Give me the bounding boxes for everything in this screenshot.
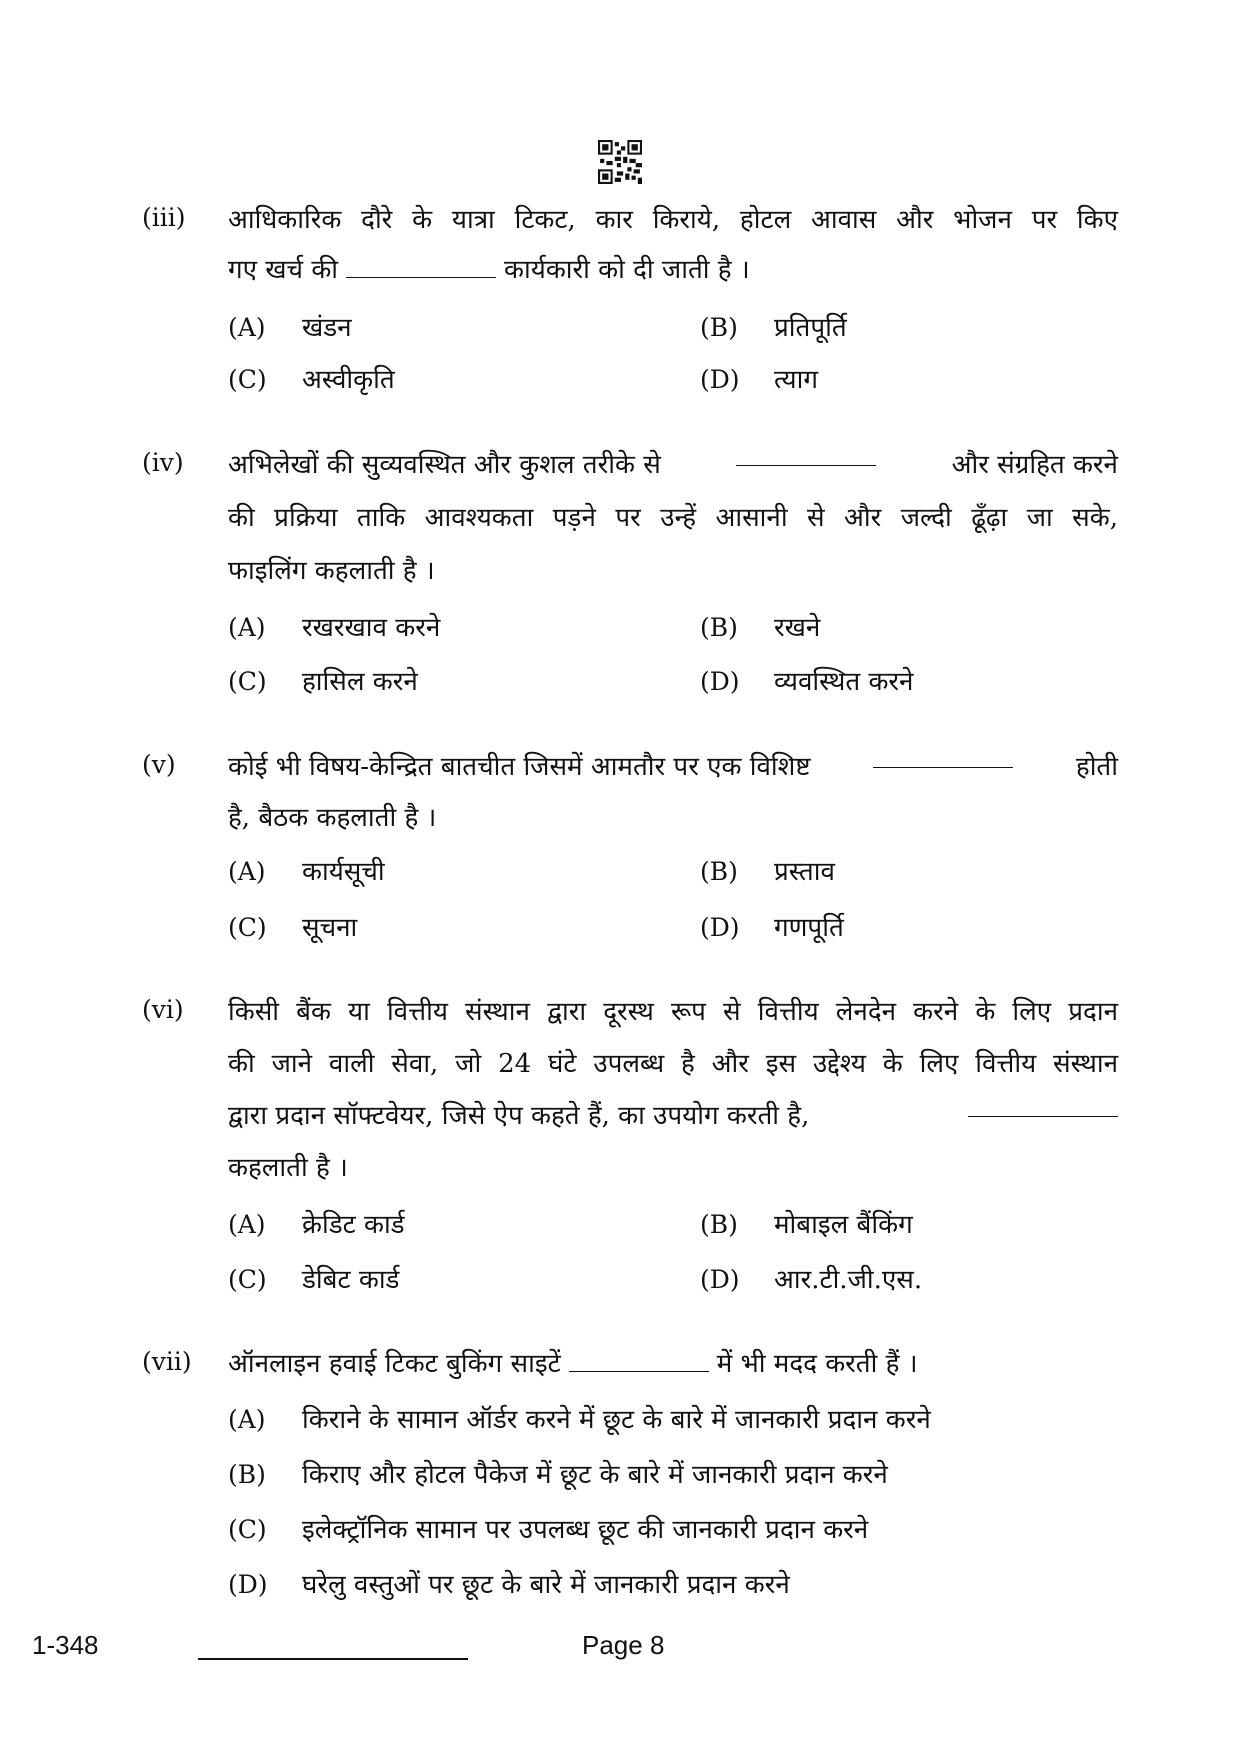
option-c: (C) सूचना [228, 913, 358, 943]
option-a: (A) खंडन [228, 313, 352, 343]
option-d: (D) व्यवस्थित करने [700, 667, 914, 697]
qr-code-icon [598, 140, 642, 184]
option-d: (D) त्याग [700, 365, 818, 395]
answer-blank [873, 747, 1013, 768]
answer-blank [968, 1096, 1118, 1117]
question-text: ऑनलाइन हवाई टिकट बुकिंग साइटें में भी मदद करती हैं । [228, 1349, 918, 1379]
option-a: (A) किराने के सामान ऑर्डर करने में छूट के बारे में जानकारी प्रदान करने [228, 1405, 931, 1435]
question-number: (iv) [142, 448, 184, 477]
question-text: आधिकारिक दौरे के यात्रा टिकट, कार किराये, होटल आवास और भोजन पर किए [228, 205, 1118, 235]
option-d: (D) गणपूर्ति [700, 913, 844, 943]
option-b: (B) प्रतिपूर्ति [700, 313, 847, 343]
question-text: है, बैठक कहलाती है । [228, 803, 437, 833]
question-text: गए खर्च की कार्यकारी को दी जाती है । [228, 255, 750, 285]
option-c: (C) हासिल करने [228, 667, 418, 697]
answer-blank [736, 445, 876, 466]
answer-blank [569, 1351, 709, 1372]
page-number: Page 8 [582, 1630, 665, 1660]
question-number: (iii) [142, 203, 186, 232]
question-number: (vii) [142, 1347, 192, 1376]
option-b: (B) रखने [700, 613, 821, 643]
question-number: (v) [142, 750, 176, 779]
option-b: (B) किराए और होटल पैकेज में छूट के बारे में जानकारी प्रदान करने [228, 1460, 888, 1490]
question-text: की प्रक्रिया ताकि आवश्यकता पड़ने पर उन्हें आसानी से और जल्दी ढूँढ़ा जा सके, [228, 503, 1118, 533]
question-text: द्वारा प्रदान सॉफ्टवेयर, जिसे ऐप कहते हैं, का उपयोग करती है, [228, 1096, 1118, 1132]
question-text: अभिलेखों की सुव्यवस्थित और कुशल तरीके से और संग्रहित करने [228, 445, 1118, 481]
option-c: (C) अस्वीकृति [228, 365, 395, 395]
paper-code: 1-348 [32, 1630, 99, 1660]
option-a: (A) रखरखाव करने [228, 613, 441, 643]
answer-blank [346, 257, 496, 278]
option-b: (B) मोबाइल बैंकिंग [700, 1210, 913, 1240]
question-number: (vi) [142, 995, 184, 1024]
option-c: (C) इलेक्ट्रॉनिक सामान पर उपलब्ध छूट की जानकारी प्रदान करने [228, 1515, 869, 1545]
option-a: (A) क्रेडिट कार्ड [228, 1210, 405, 1240]
footer-divider [198, 1658, 468, 1660]
question-text: की जाने वाली सेवा, जो 24 घंटे उपलब्ध है और इस उद्देश्य के लिए वित्तीय संस्थान [228, 1049, 1118, 1079]
option-c: (C) डेबिट कार्ड [228, 1265, 400, 1295]
question-text: किसी बैंक या वित्तीय संस्थान द्वारा दूरस्थ रूप से वित्तीय लेनदेन करने के लिए प्रदान [228, 997, 1118, 1027]
question-text: कहलाती है । [228, 1153, 348, 1183]
question-text: कोई भी विषय-केन्द्रित बातचीत जिसमें आमतौर पर एक विशिष्ट होती [228, 747, 1118, 783]
option-a: (A) कार्यसूची [228, 857, 385, 887]
question-text: फाइलिंग कहलाती है । [228, 556, 435, 586]
option-b: (B) प्रस्ताव [700, 857, 835, 887]
option-d: (D) आर.टी.जी.एस. [700, 1265, 923, 1295]
option-d: (D) घरेलु वस्तुओं पर छूट के बारे में जानकारी प्रदान करने [228, 1570, 790, 1600]
